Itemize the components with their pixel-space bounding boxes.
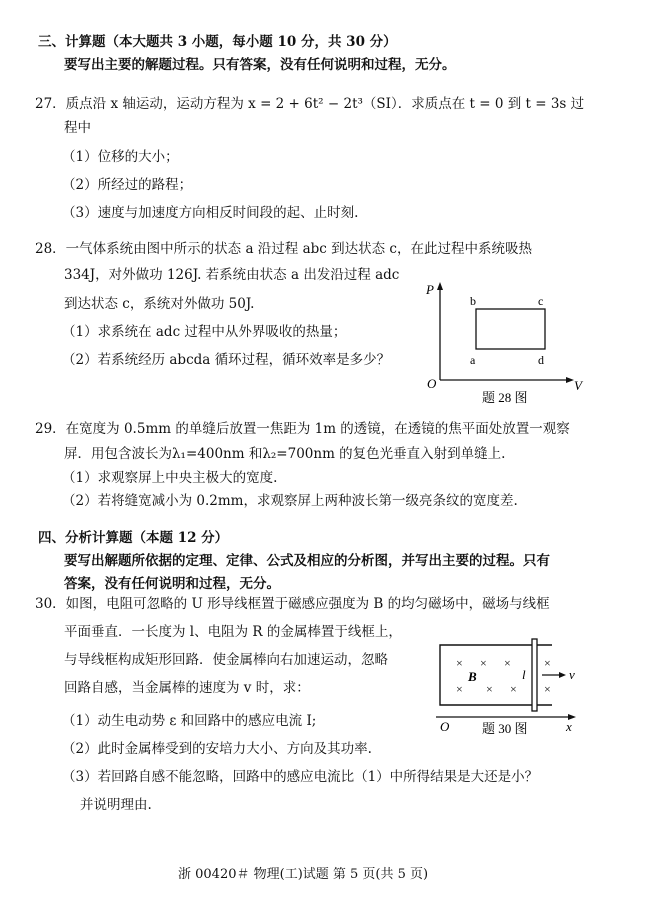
field-cross: × [456,656,463,670]
section4-heading: 四、分析计算题（本题 12 分） [38,530,229,546]
q27-stem-line2: 程中 [64,120,91,136]
q30-stem-line4: 回路自感，当金属棒的速度为 v 时，求： [64,680,310,696]
q30-item-3: （3）若回路自感不能忽略，回路中的感应电流比（1）中所得结果是大还是小？ [62,769,539,785]
velocity-arrowhead [559,672,566,678]
point-b: b [470,294,476,308]
q28-item-2: （2）若系统经历 abcda 循环过程，循环效率是多少？ [62,352,391,368]
abcd-cycle [476,309,545,349]
point-d: d [538,353,544,367]
figure-28-caption: 题 28 图 [482,390,528,405]
u-frame [440,645,532,705]
field-cross: × [486,682,493,696]
point-c: c [538,294,544,308]
field-cross: × [544,682,551,696]
q29-stem-line2: 屏．用包含波长为λ₁=400nm 和λ₂=700nm 的复色光垂直入射到单缝上. [64,446,506,462]
v-axis-arrow [566,377,574,383]
section4-instruction-line2: 答案，没有任何说明和过程，无分。 [64,576,280,592]
q29-item-1: （1）求观察屏上中央主极大的宽度. [62,470,278,486]
point-a: a [470,353,476,367]
q27-item-2: （2）所经过的路程； [62,177,193,193]
field-cross: × [456,682,463,696]
section3-heading: 三、计算题（本大题共 3 小题，每小题 10 分，共 30 分） [38,34,397,50]
q27-stem-line1: 27．质点沿 x 轴运动，运动方程为 x = 2 + 6t² − 2t³（SI）．求质点在 t = 0 到 t = 3s 过 [35,96,585,112]
q30-stem-line2: 平面垂直．一长度为 l、电阻为 R 的金属棒置于线框上， [64,624,402,640]
p-axis-arrow [437,282,443,290]
field-cross: × [504,656,511,670]
q30-stem-line3: 与导线框构成矩形回路．使金属棒向右加速运动，忽略 [64,652,388,668]
q30-item-2: （2）此时金属棒受到的安培力大小、方向及其功率. [62,741,372,757]
q28-stem-line3: 到达状态 c，系统对外做功 50J. [64,296,255,312]
q30-circuit-diagram [432,635,607,740]
v-label: V [574,378,582,393]
figure-30-caption: 题 30 图 [482,721,528,736]
x-axis-label: x [566,719,572,734]
q28-stem-line2: 334J，对外做功 126J. 若系统由状态 a 出发沿过程 adc [64,267,400,283]
q28-item-1: （1）求系统在 adc 过程中从外界吸收的热量； [62,324,347,340]
origin-label: O [440,719,450,734]
page-footer: 浙 00420＃ 物理(工)试题 第 5 页(共 5 页) [178,867,429,882]
q28-pv-diagram [420,280,595,410]
q30-item-3-continued: 并说明理由. [80,797,152,813]
field-cross: × [510,682,517,696]
q27-item-3: （3）速度与加速度方向相反时间段的起、止时刻. [62,205,359,221]
p-label: P [426,282,434,297]
metal-rod [532,639,537,711]
section4-instruction-line1: 要写出解题所依据的定理、定律、公式及相应的分析图，并写出主要的过程。只有 [64,553,550,569]
field-cross: × [480,656,487,670]
q28-stem-line1: 28．一气体系统由图中所示的状态 a 沿过程 abc 到达状态 c，在此过程中系统吸热 [35,241,532,257]
q30-stem-line1: 30．如图，电阻可忽略的 U 形导线框置于磁感应强度为 B 的均匀磁场中，磁场与线框 [35,596,550,612]
section3-instruction: 要写出主要的解题过程。只有答案，没有任何说明和过程，无分。 [64,57,456,73]
velocity-label: v [569,667,575,682]
q27-item-1: （1）位移的大小； [62,149,179,165]
rod-length-label: l [522,667,526,682]
q29-stem-line1: 29．在宽度为 0.5mm 的单缝后放置一焦距为 1m 的透镜，在透镜的焦平面处放置一观察 [35,421,570,437]
field-cross: × [544,656,551,670]
q30-item-1: （1）动生电动势 ε 和回路中的感应电流 I; [62,713,317,729]
q29-item-2: （2）若将缝宽减小为 0.2mm，求观察屏上两种波长第一级亮条纹的宽度差. [62,493,518,509]
b-field-label: B [468,669,477,684]
origin-label: O [427,376,437,391]
